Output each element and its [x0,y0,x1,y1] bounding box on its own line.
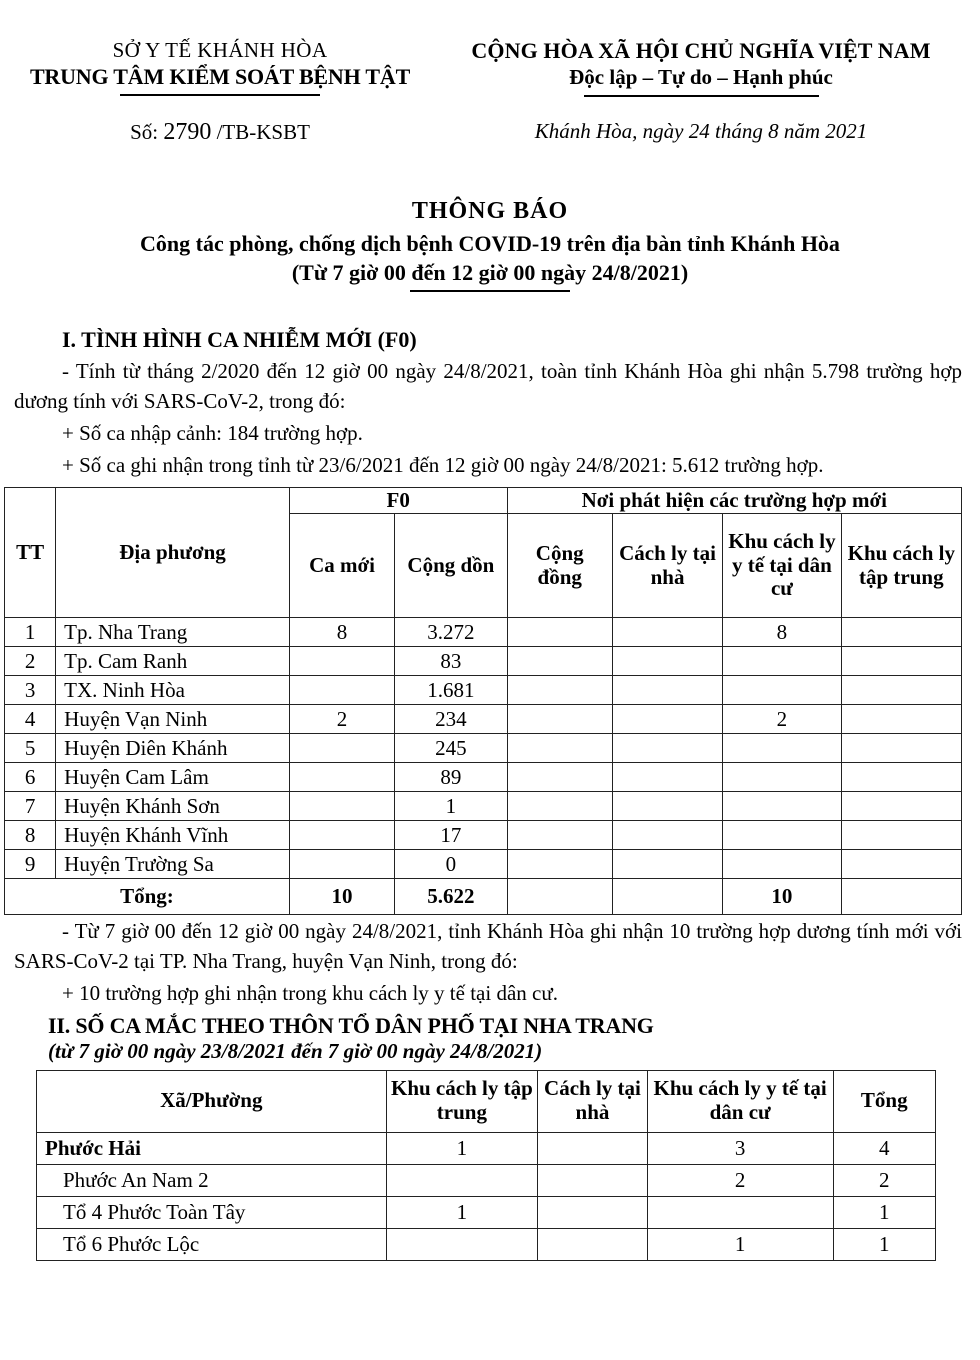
section-1 [0,324,980,480]
document-number-suffix: /TB-KSBT [216,119,310,144]
cell-home-quarantine [612,792,722,821]
cell-tt: 6 [5,763,56,792]
cell-residential-medical [723,850,841,879]
cell-community [507,676,612,705]
cell-centralized [841,618,961,647]
col-header-home-quarantine: Cách ly tại nhà [612,514,722,618]
cell-centralized [841,792,961,821]
locality-table-head [5,487,962,618]
cell-cumulative: 0 [395,850,507,879]
cell-residential-medical: 8 [723,618,841,647]
cell-cumulative: 245 [395,734,507,763]
cell-new-cases [289,734,394,763]
ward-col-header-residential-medical: Khu cách ly y tế tại dân cư [647,1070,833,1132]
cell-centralized [841,647,961,676]
cell-ward-centralized [386,1164,538,1196]
table-total-row [5,879,962,915]
cell-tt: 9 [5,850,56,879]
cell-ward-centralized [386,1228,538,1260]
cell-locality: Tp. Nha Trang [56,618,290,647]
col-header-residential-medical: Khu cách ly y tế tại dân cư [723,514,841,618]
cell-community [507,821,612,850]
ward-table-header-row [37,1070,936,1132]
cell-community [507,792,612,821]
cell-ward-total: 1 [833,1228,935,1260]
cell-ward-name: Phước An Nam 2 [37,1164,387,1196]
document-meta-line [0,119,980,146]
cell-ward-home-quarantine [538,1196,647,1228]
cell-total-home-quarantine [612,879,722,915]
cell-centralized [841,705,961,734]
cell-ward-residential-medical: 2 [647,1164,833,1196]
cell-cumulative: 3.272 [395,618,507,647]
ward-col-header-total: Tổng [833,1070,935,1132]
cell-ward-name: Phước Hải [37,1132,387,1164]
cell-ward-residential-medical: 1 [647,1228,833,1260]
cell-ward-centralized: 1 [386,1196,538,1228]
issuing-organization [0,38,440,97]
cell-new-cases [289,676,394,705]
cell-ward-total: 1 [833,1196,935,1228]
cell-locality: Huyện Khánh Vĩnh [56,821,290,850]
page-title: THÔNG BÁO [411,197,569,224]
cell-tt: 5 [5,734,56,763]
col-header-tt: TT [5,487,56,618]
cell-ward-total: 4 [833,1132,935,1164]
locality-case-table [4,487,962,916]
ward-table-body [37,1132,936,1260]
cell-new-cases [289,647,394,676]
cell-community [507,734,612,763]
section-1-paragraph-3: + Số ca ghi nhận trong tỉnh từ 23/6/2021 đến 12 giờ 00 ngày 24/8/2021: 5.612 trường hợp. [62,452,824,477]
cell-cumulative: 234 [395,705,507,734]
cell-home-quarantine [612,676,722,705]
cell-ward-home-quarantine [538,1228,647,1260]
cell-residential-medical [723,821,841,850]
ward-case-table [36,1070,936,1261]
section-2-heading: II. SỐ CA MẮC THEO THÔN TỔ DÂN PHỐ TẠI NHA TRANG [48,1012,654,1038]
cell-centralized [841,763,961,792]
locality-table-body [5,618,962,915]
section-1-heading: I. TÌNH HÌNH CA NHIỄM MỚI (F0) [62,327,417,353]
cell-total-label: Tổng: [5,879,290,915]
cell-cumulative: 1 [395,792,507,821]
section-1-paragraph-5: + 10 trường hợp ghi nhận trong khu cách ly y tế tại dân cư. [62,980,558,1005]
col-header-new-cases: Ca mới [289,514,394,618]
cell-community [507,618,612,647]
cell-home-quarantine [612,647,722,676]
cell-home-quarantine [612,705,722,734]
cell-residential-medical: 2 [723,705,841,734]
cell-cumulative: 83 [395,647,507,676]
col-header-community: Cộng đồng [507,514,612,618]
table-row [5,821,962,850]
cell-locality: Huyện Diên Khánh [56,734,290,763]
cell-locality: Huyện Khánh Sơn [56,792,290,821]
cell-total-community [507,879,612,915]
cell-tt: 3 [5,676,56,705]
table-row [5,850,962,879]
table-header-group-row [5,487,962,514]
table-row [5,734,962,763]
table-row [5,676,962,705]
document-number-value: 2790 [163,118,212,145]
cell-new-cases: 8 [289,618,394,647]
section-1-paragraph-4: - Từ 7 giờ 00 đến 12 giờ 00 ngày 24/8/2021, tỉnh Khánh Hòa ghi nhận 10 trường hợp dương tính mới với SARS-CoV-2 tại TP. Nha Trang, huyện Vạn Ninh, trong đó: [14,919,962,973]
cell-residential-medical [723,763,841,792]
cell-new-cases: 2 [289,705,394,734]
department-name: TRUNG TÂM KIỂM SOÁT BỆNH TẬT [29,64,411,90]
cell-ward-home-quarantine [538,1132,647,1164]
cell-tt: 7 [5,792,56,821]
cell-new-cases [289,792,394,821]
col-group-f0: F0 [289,487,507,514]
col-header-locality: Địa phương [56,487,290,618]
cell-home-quarantine [612,850,722,879]
section-1-paragraph-1: - Tính từ tháng 2/2020 đến 12 giờ 00 ngày 24/8/2021, toàn tỉnh Khánh Hòa ghi nhận 5.798 trường hợp dương tính với SARS-CoV-2, trong đó: [14,359,962,414]
cell-locality: Huyện Trường Sa [56,850,290,879]
cell-total-centralized [841,879,961,915]
cell-cumulative: 17 [395,821,507,850]
title-divider [410,290,570,292]
cell-locality: TX. Ninh Hòa [56,676,290,705]
cell-new-cases [289,821,394,850]
col-header-cumulative: Cộng dồn [395,514,507,618]
cell-tt: 2 [5,647,56,676]
table-row [5,647,962,676]
cell-tt: 8 [5,821,56,850]
cell-ward-home-quarantine [538,1164,647,1196]
cell-tt: 4 [5,705,56,734]
table-row [5,763,962,792]
parent-department-name: SỞ Y TẾ KHÁNH HÒA [112,38,328,62]
title-block [0,198,980,292]
cell-centralized [841,821,961,850]
cell-locality: Huyện Cam Lâm [56,763,290,792]
ward-table-row [37,1228,936,1260]
national-title: CỘNG HÒA XÃ HỘI CHỦ NGHĨA VIỆT NAM [471,38,931,63]
ward-table-head [37,1070,936,1132]
col-header-centralized: Khu cách ly tập trung [841,514,961,618]
letterhead-left-divider [120,94,320,96]
ward-table-row [37,1196,936,1228]
table-row [5,618,962,647]
cell-new-cases [289,850,394,879]
cell-community [507,763,612,792]
cell-ward-residential-medical [647,1196,833,1228]
cell-community [507,705,612,734]
cell-residential-medical [723,647,841,676]
ward-table-row [37,1164,936,1196]
table-row [5,705,962,734]
cell-total-cumulative: 5.622 [395,879,507,915]
title-period: (Từ 7 giờ 00 đến 12 giờ 00 ngày 24/8/2021) [291,260,689,286]
section-1-continued [0,917,980,1008]
cell-tt: 1 [5,618,56,647]
cell-locality: Huyện Vạn Ninh [56,705,290,734]
cell-ward-name: Tổ 4 Phước Toàn Tây [37,1196,387,1228]
ward-table-row [37,1132,936,1164]
ward-col-header-ward: Xã/Phường [37,1070,387,1132]
cell-home-quarantine [612,618,722,647]
cell-residential-medical [723,676,841,705]
cell-residential-medical [723,734,841,763]
letterhead-right-divider [584,95,819,97]
cell-centralized [841,676,961,705]
cell-residential-medical [723,792,841,821]
document-number-label: Số: [130,119,159,144]
cell-cumulative: 89 [395,763,507,792]
section-2-subheading: (từ 7 giờ 00 ngày 23/8/2021 đến 7 giờ 00 ngày 24/8/2021) [48,1038,543,1063]
title-subtitle: Công tác phòng, chống dịch bệnh COVID-19 trên địa bàn tỉnh Khánh Hòa [140,230,840,256]
national-heading [440,38,980,97]
cell-ward-centralized: 1 [386,1132,538,1164]
cell-locality: Tp. Cam Ranh [56,647,290,676]
letterhead [0,0,980,97]
cell-ward-total: 2 [833,1164,935,1196]
cell-new-cases [289,763,394,792]
ward-col-header-centralized: Khu cách ly tập trung [386,1070,538,1132]
cell-total-residential-medical: 10 [723,879,841,915]
cell-cumulative: 1.681 [395,676,507,705]
cell-home-quarantine [612,734,722,763]
national-motto: Độc lập – Tự do – Hạnh phúc [569,65,833,90]
ward-col-header-home-quarantine: Cách ly tại nhà [538,1070,647,1132]
cell-centralized [841,734,961,763]
cell-total-new-cases: 10 [289,879,394,915]
cell-centralized [841,850,961,879]
table-row [5,792,962,821]
section-1-paragraph-2: + Số ca nhập cảnh: 184 trường hợp. [62,420,363,445]
cell-home-quarantine [612,763,722,792]
cell-community [507,850,612,879]
col-group-detection-place: Nơi phát hiện các trường hợp mới [507,487,961,514]
cell-ward-residential-medical: 3 [647,1132,833,1164]
cell-community [507,647,612,676]
place-and-date: Khánh Hòa, ngày 24 tháng 8 năm 2021 [534,118,868,143]
cell-ward-name: Tổ 6 Phước Lộc [37,1228,387,1260]
cell-home-quarantine [612,821,722,850]
document-number [0,119,440,146]
